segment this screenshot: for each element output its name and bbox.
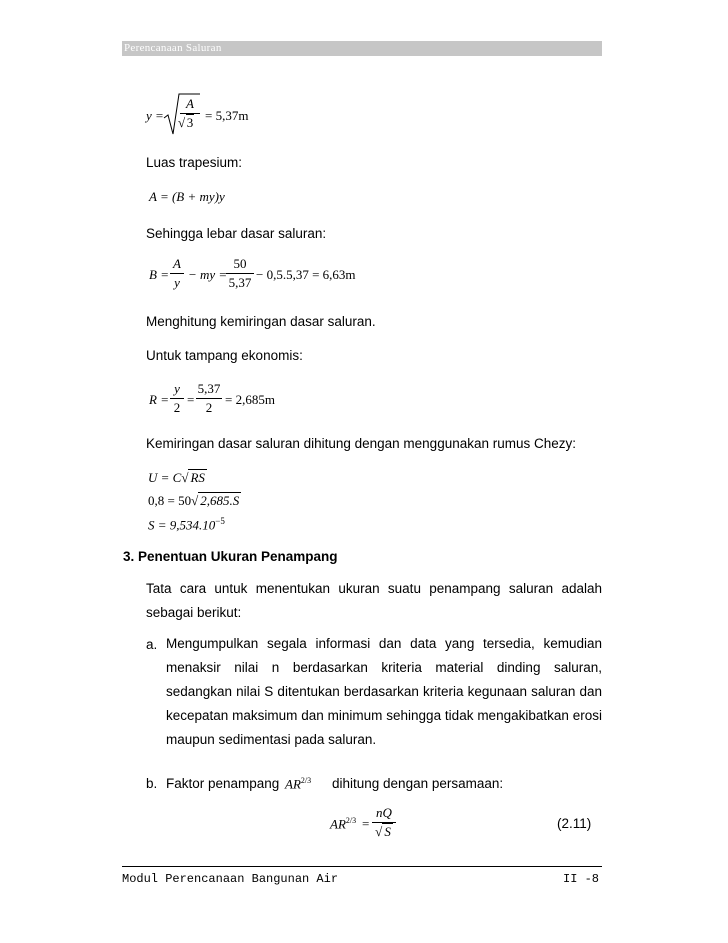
- eq-R-f2-den: 2: [205, 400, 213, 415]
- eq-B-mid: − my =: [188, 267, 228, 282]
- kemiringan-label: Menghitung kemiringan dasar saluran.: [146, 314, 376, 329]
- eq-y-num: A: [186, 96, 194, 111]
- footer-page-number: II -8: [563, 872, 600, 886]
- running-header-title: Perencanaan Saluran: [124, 42, 222, 54]
- eq-y-fraction: A √ 3: [180, 96, 200, 131]
- ekonomis-label: Untuk tampang ekonomis:: [146, 348, 303, 363]
- item-b-math: [285, 776, 311, 792]
- eq-ar-num: nQ: [376, 805, 392, 820]
- eq-B-f1-den: y: [174, 275, 180, 290]
- eq-B-f2-den: 5,37: [228, 275, 252, 290]
- eq-R-rhs: = 2,685m: [225, 392, 275, 407]
- item-b-math-exp: 2/3: [300, 776, 312, 785]
- eq-ar-eq: =: [362, 816, 370, 831]
- eq-ar-den: S: [384, 824, 391, 839]
- eq-ar-base: AR: [330, 816, 346, 832]
- section3-intro: Tata cara untuk menentukan ukuran suatu penampang saluran adalah sebagai berikut:: [146, 581, 602, 620]
- eq-chezy-line3-exp: −5: [215, 516, 225, 526]
- eq-R-lhs: R =: [149, 392, 169, 407]
- eq-ar-exp: 2/3: [345, 816, 357, 825]
- eq-chezy-line1-lhs: U = C: [148, 470, 182, 485]
- running-header: [122, 41, 602, 56]
- eq-chezy-line1-rad: RS: [190, 470, 205, 485]
- luas-label: Luas trapesium:: [146, 155, 243, 170]
- eq-R-frac1: [170, 381, 184, 416]
- eq-R-f1-den: 2: [173, 400, 181, 415]
- eq-R-f2-num: 5,37: [197, 381, 221, 396]
- eq-B-f2-num: 50: [233, 256, 247, 271]
- eq-B-rhs: − 0,5.5,37 = 6,63m: [256, 267, 356, 282]
- eq-R-frac2: [196, 381, 222, 416]
- eq-y-den: 3: [186, 115, 194, 130]
- item-b-post: dihitung dengan persamaan:: [332, 776, 504, 791]
- footer-rule: [122, 866, 602, 867]
- eq-chezy-line3-lhs: S = 9,534.10: [148, 517, 216, 533]
- eq-B-f1-num: A: [173, 256, 181, 271]
- lebar-label: Sehingga lebar dasar saluran:: [146, 226, 327, 241]
- eq-chezy-line3: [148, 516, 225, 533]
- item-a-text: Mengumpulkan segala informasi dan data yang tersedia, kemudian menaksir nilai n berdasarkan kriteria material dinding saluran, sedangkan nilai S ditentukan berdasarkan kriteria kegunaan saluran dan kecepatan maksimum dan minimum sehingga tidak mengakibatkan erosi maupun sedimentasi pada saluran.: [166, 636, 602, 747]
- item-a-marker: a.: [146, 637, 158, 652]
- item-b-pre: Faktor penampang: [166, 776, 280, 791]
- eq-B-frac1: [170, 256, 184, 291]
- eq-chezy-line2-rad: 2,685.S: [200, 493, 240, 508]
- section3-title: 3. Penentuan Ukuran Penampang: [123, 549, 338, 564]
- eq-ar-lhs: [330, 816, 356, 832]
- chezy-label: Kemiringan dasar saluran dihitung dengan menggunakan rumus Chezy:: [146, 436, 577, 451]
- item-b-math-base: AR: [285, 776, 301, 792]
- eq-R-eq: =: [187, 392, 195, 407]
- eq-B-lhs: B =: [149, 267, 169, 282]
- eq-y-lhs: y =: [146, 108, 164, 123]
- item-b-marker: b.: [146, 776, 158, 791]
- footer-module-title: Modul Perencanaan Bangunan Air: [122, 872, 339, 886]
- eq-A: A = (B + my)y: [149, 189, 225, 204]
- eq-y-rhs: = 5,37m: [205, 108, 249, 123]
- eq-ar-fraction: nQ √ S: [372, 805, 396, 840]
- eq-chezy-line1: U = C√ RS: [148, 470, 205, 485]
- eq-R-f1-num: y: [174, 381, 180, 396]
- eq-chezy-line2-lhs: 0,8 = 50: [148, 493, 192, 508]
- eq-chezy-line2: 0,8 = 50√ 2,685.S: [148, 493, 240, 508]
- eq-B-frac2: [226, 256, 254, 291]
- equation-number: (2.11): [557, 816, 592, 831]
